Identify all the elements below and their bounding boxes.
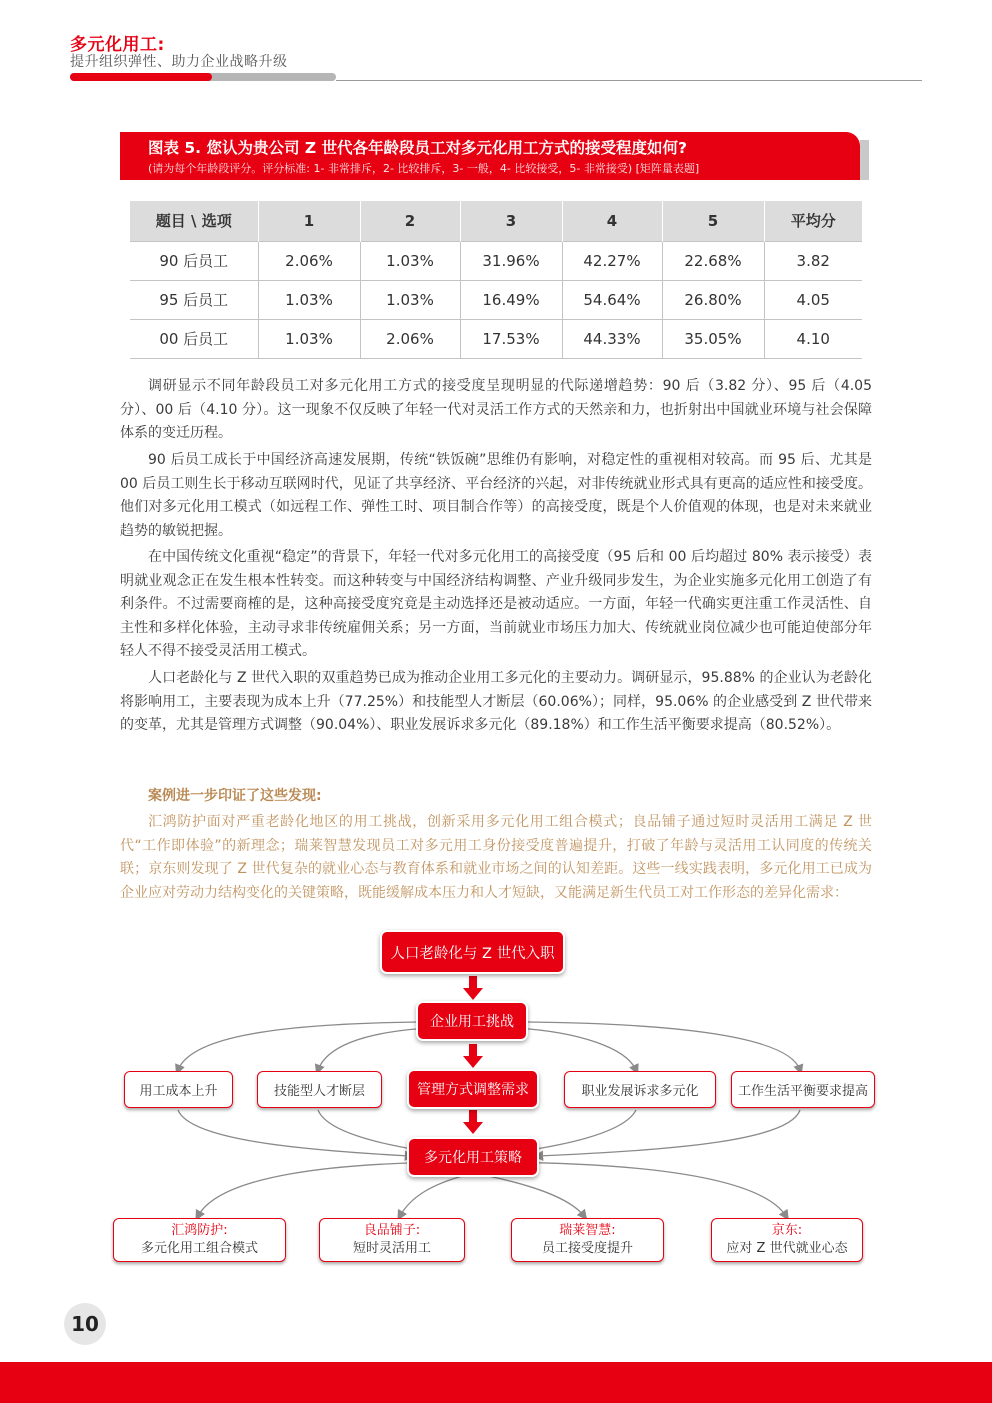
figure-subtitle: (请为每个年龄段评分。评分标准: 1- 非常排斥，2- 比较排斥，3- 一般，4- 比较接受，5- 非常接受) [矩阵量表题] [148, 162, 700, 175]
case-paragraph: 汇鸿防护面对严重老龄化地区的用工挑战，创新采用多元化用工组合模式；良品铺子通过短时灵活用工满足 Z 世代“工作即体验”的新理念；瑞莱智慧发现员工对多元用工身份接受度普遍提升，打破了年龄与灵活用工认同度的传统关联；京东则发现了 Z 世代复杂的就业心态与教育体系和就业市场之间的认知差距。这些一线实践表明，多元化用工已成为企业应对劳动力结构变化的关键策略，既能缓解成本压力和人才短缺，又能满足新生代员工对工作形态的差异化需求： [120, 814, 872, 901]
table-header-cell: 3 [460, 201, 562, 241]
case-desc: 短时灵活用工 [352, 1241, 431, 1256]
table-header-cell: 题目 \ 选项 [130, 201, 258, 241]
header-divider [336, 80, 922, 81]
factor-box-cost: 用工成本上升 [124, 1071, 233, 1108]
diagram-top-box: 人口老龄化与 Z 世代入职 [380, 930, 565, 974]
table-cell: 1.03% [360, 241, 460, 280]
table-row [130, 319, 862, 358]
figure-banner-accent [860, 140, 869, 180]
table-cell: 3.82 [764, 241, 862, 280]
case-name: 京东: [771, 1223, 803, 1238]
table-cell: 4.10 [764, 319, 862, 358]
survey-table [130, 201, 862, 359]
table-row [130, 280, 862, 319]
connector-curve [318, 1028, 430, 1070]
table-cell: 90 后员工 [130, 241, 258, 280]
connector-curve [478, 1174, 584, 1216]
table-cell: 17.53% [460, 319, 562, 358]
table-cell: 1.03% [258, 280, 360, 319]
footer-bar [0, 1362, 992, 1403]
table-header-row [130, 201, 862, 241]
table-cell: 44.33% [562, 319, 662, 358]
case-name: 瑞莱智慧: [559, 1223, 616, 1238]
table-cell: 95 后员工 [130, 280, 258, 319]
case-name: 良品铺子: [363, 1223, 421, 1238]
table-cell: 31.96% [460, 241, 562, 280]
table-cell: 26.80% [662, 280, 764, 319]
table-cell: 35.05% [662, 319, 764, 358]
connector-curve [400, 1174, 470, 1216]
case-box [113, 1218, 286, 1262]
factor-box-management: 管理方式调整需求 [407, 1069, 539, 1109]
red-arrow [463, 976, 483, 1000]
table-cell: 42.27% [562, 241, 662, 280]
case-desc: 多元化用工组合模式 [140, 1241, 258, 1256]
factor-box-balance: 工作生活平衡要求提高 [731, 1071, 875, 1108]
table-cell: 1.03% [360, 280, 460, 319]
factor-box-career: 职业发展诉求多元化 [564, 1071, 716, 1108]
red-arrow [463, 1044, 483, 1068]
diagram-strategy-box: 多元化用工策略 [407, 1137, 539, 1177]
connector-curve [516, 1028, 636, 1070]
table-cell: 1.03% [258, 319, 360, 358]
connector-curve [318, 1110, 418, 1150]
table-header-cell: 5 [662, 201, 764, 241]
body-paragraph: 在中国传统文化重视“稳定”的背景下，年轻一代对多元化用工的高接受度（95 后和 00 后均超过 80% 表示接受）表明就业观念正在发生根本性转变。而这种转变与中国经济结构调整、产业升级同步发生，为企业实施多元化用工创造了有利条件。不过需要商榷的是，这种高接受度究竟是主动选择还是被动适应。一方面，年轻一代确实更注重工作灵活性、自主性和多样化体验，主动寻求非传统雇佣关系；另一方面，当前就业市场压力加大、传统就业岗位减少也可能迫使部分年轻人不得不接受灵活用工模式。 [120, 549, 872, 659]
figure-title: 图表 5. 您认为贵公司 Z 世代各年龄段员工对多元化用工方式的接受程度如何? [148, 139, 687, 157]
table-cell: 54.64% [562, 280, 662, 319]
red-arrow [463, 1110, 483, 1134]
table-header-cell: 1 [258, 201, 360, 241]
table-header-cell: 2 [360, 201, 460, 241]
table-cell: 4.05 [764, 280, 862, 319]
connector-curve [530, 1110, 636, 1150]
case-desc: 员工接受度提升 [541, 1241, 633, 1256]
connector-curve [178, 1110, 410, 1156]
body-paragraph: 90 后员工成长于中国经济高速发展期，传统“铁饭碗”思维仍有影响，对稳定性的重视相对较高。而 95 后、尤其是 00 后员工则生长于移动互联网时代，见证了共享经济、平台经济的兴起，对非传统就业形式具有更高的适应性和接受度。他们对多元化用工模式（如远程工作、弹性工时、项目制合作等）的高接受度，既是个人价值观的体现，也是对未来就业趋势的敏锐把握。 [120, 452, 872, 539]
case-box [319, 1218, 465, 1262]
table-header-cell: 平均分 [764, 201, 862, 241]
table-row [130, 241, 862, 280]
header-title: 多元化用工: [70, 35, 165, 55]
connector-curve [538, 1110, 800, 1156]
table-cell: 16.49% [460, 280, 562, 319]
connector-curve [528, 1022, 800, 1070]
diagram-challenge-box: 企业用工挑战 [416, 1001, 528, 1041]
factor-box-talent: 技能型人才断层 [257, 1071, 382, 1108]
table-cell: 2.06% [360, 319, 460, 358]
case-desc: 应对 Z 世代就业心态 [726, 1241, 848, 1256]
table-cell: 2.06% [258, 241, 360, 280]
case-box [511, 1218, 664, 1262]
header-subtitle: 提升组织弹性、助力企业战略升级 [70, 54, 288, 70]
case-name: 汇鸿防护: [171, 1223, 228, 1238]
connector-curve [178, 1022, 418, 1070]
case-heading: 案例进一步印证了这些发现: [148, 788, 322, 804]
case-box [711, 1218, 863, 1262]
page-number: 10 [64, 1303, 106, 1345]
table-cell: 00 后员工 [130, 319, 258, 358]
body-paragraph: 调研显示不同年龄段员工对多元化用工方式的接受度呈现明显的代际递增趋势：90 后（3.82 分）、95 后（4.05 分）、00 后（4.10 分）。这一现象不仅反映了年轻一代对灵活工作方式的天然亲和力，也折射出中国就业环境与社会保障体系的变迁历程。 [120, 378, 872, 441]
header-bar-red [70, 73, 212, 81]
table-header-cell: 4 [562, 201, 662, 241]
table-cell: 22.68% [662, 241, 764, 280]
body-paragraph: 人口老龄化与 Z 世代入职的双重趋势已成为推动企业用工多元化的主要动力。调研显示，95.88% 的企业认为老龄化将影响用工，主要表现为成本上升（77.25%）和技能型人才断层（60.06%）；同样，95.06% 的企业感受到 Z 世代带来的变革，尤其是管理方式调整（90.04%）、职业发展诉求多元化（89.18%）和工作生活平衡要求提高（80.52%）。 [120, 670, 872, 733]
